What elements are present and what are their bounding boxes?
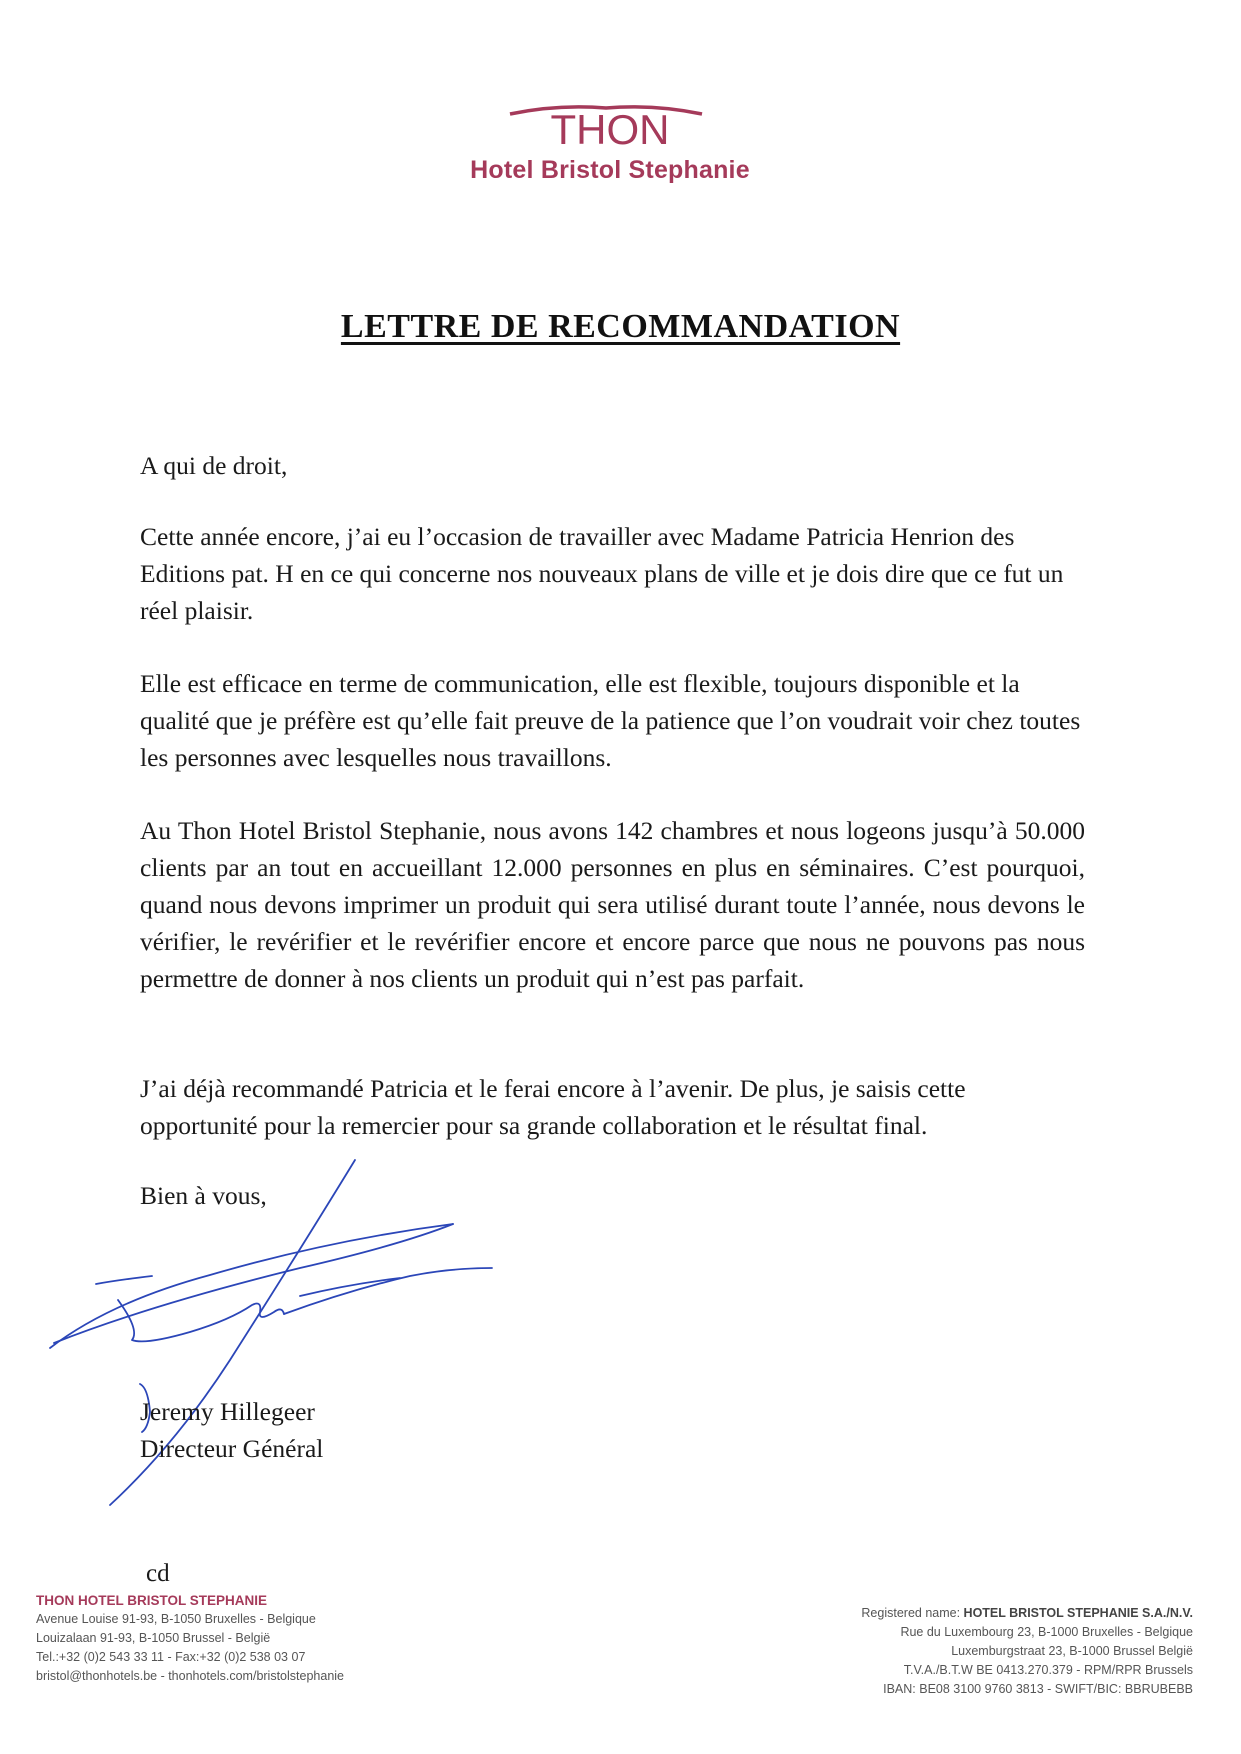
registered-name: HOTEL BRISTOL STEPHANIE S.A./N.V. [963, 1606, 1193, 1620]
footer-hotel-info [36, 1591, 344, 1686]
letter-title: LETTRE DE RECOMMANDATION [340, 308, 901, 345]
footer-address-fr: Avenue Louise 91-93, B-1050 Bruxelles - Belgique [36, 1612, 316, 1626]
typist-initials: cd [146, 1560, 170, 1587]
paragraph-2: Elle est efficace en terme de communication, elle est flexible, toujours disponible et la qualité que je préfère est qu’elle fait preuve de la patience que l’on voudrait voir chez toutes les personnes avec lesquelles nous travaillons. [140, 669, 1081, 772]
thon-logo-mark [440, 100, 800, 160]
paragraph-3: Au Thon Hotel Bristol Stephanie, nous avons 142 chambres et nous logeons jusqu’à 50.000 clients par an tout en accueillant 12.000 personnes en plus en séminaires. C’est pourquoi, quand nous devons imprimer un produit qui sera utilisé durant toute l’année, nous devons le vérifier, le revérifier et le revérifier encore et encore parce que nous ne pouvons pas nous permettre de donner à nos clients un produit qui n’est pas parfait. [140, 816, 1085, 993]
signatory-name: Jeremy Hillegeer [140, 1397, 315, 1426]
registered-label: Registered name: [861, 1606, 964, 1620]
paragraph-1: Cette année encore, j’ai eu l’occasion de travailler avec Madame Patricia Henrion des Editions pat. H en ce qui concerne nos nouveaux plans de ville et je dois dire que ce fut un réel plaisir. [140, 522, 1064, 625]
footer-bank: IBAN: BE08 3100 9760 3813 - SWIFT/BIC: BBRUBEBB [883, 1682, 1193, 1696]
footer-vat: T.V.A./B.T.W BE 0413.270.379 - RPM/RPR Brussels [903, 1663, 1193, 1677]
salutation: A qui de droit, [140, 451, 288, 480]
footer-reg-address-nl: Luxemburgstraat 23, B-1000 Brussel België [951, 1644, 1193, 1658]
footer-registration-info [861, 1604, 1193, 1699]
paragraph-4: J’ai déjà recommandé Patricia et le ferai encore à l’avenir. De plus, je saisis cette opportunité pour la remercier pour sa grande collaboration et le résultat final. [140, 1074, 966, 1140]
signatory-title: Directeur Général [140, 1434, 324, 1463]
logo-hotel-name: Hotel Bristol Stephanie [470, 156, 750, 184]
footer-contact: bristol@thonhotels.be - thonhotels.com/bristolstephanie [36, 1669, 345, 1683]
hotel-logo [440, 100, 800, 195]
logo-brand: THON [550, 106, 670, 153]
closing: Bien à vous, [140, 1181, 267, 1210]
footer-registered-line [861, 1604, 1193, 1623]
footer-address-nl: Louizalaan 91-93, B-1050 Brussel - België [36, 1631, 271, 1645]
footer-phone: Tel.:+32 (0)2 543 33 11 - Fax:+32 (0)2 538 03 07 [36, 1650, 306, 1664]
footer-reg-address-fr: Rue du Luxembourg 23, B-1000 Bruxelles - Belgique [900, 1625, 1193, 1639]
footer-hotel-name: THON HOTEL BRISTOL STEPHANIE [36, 1593, 268, 1608]
